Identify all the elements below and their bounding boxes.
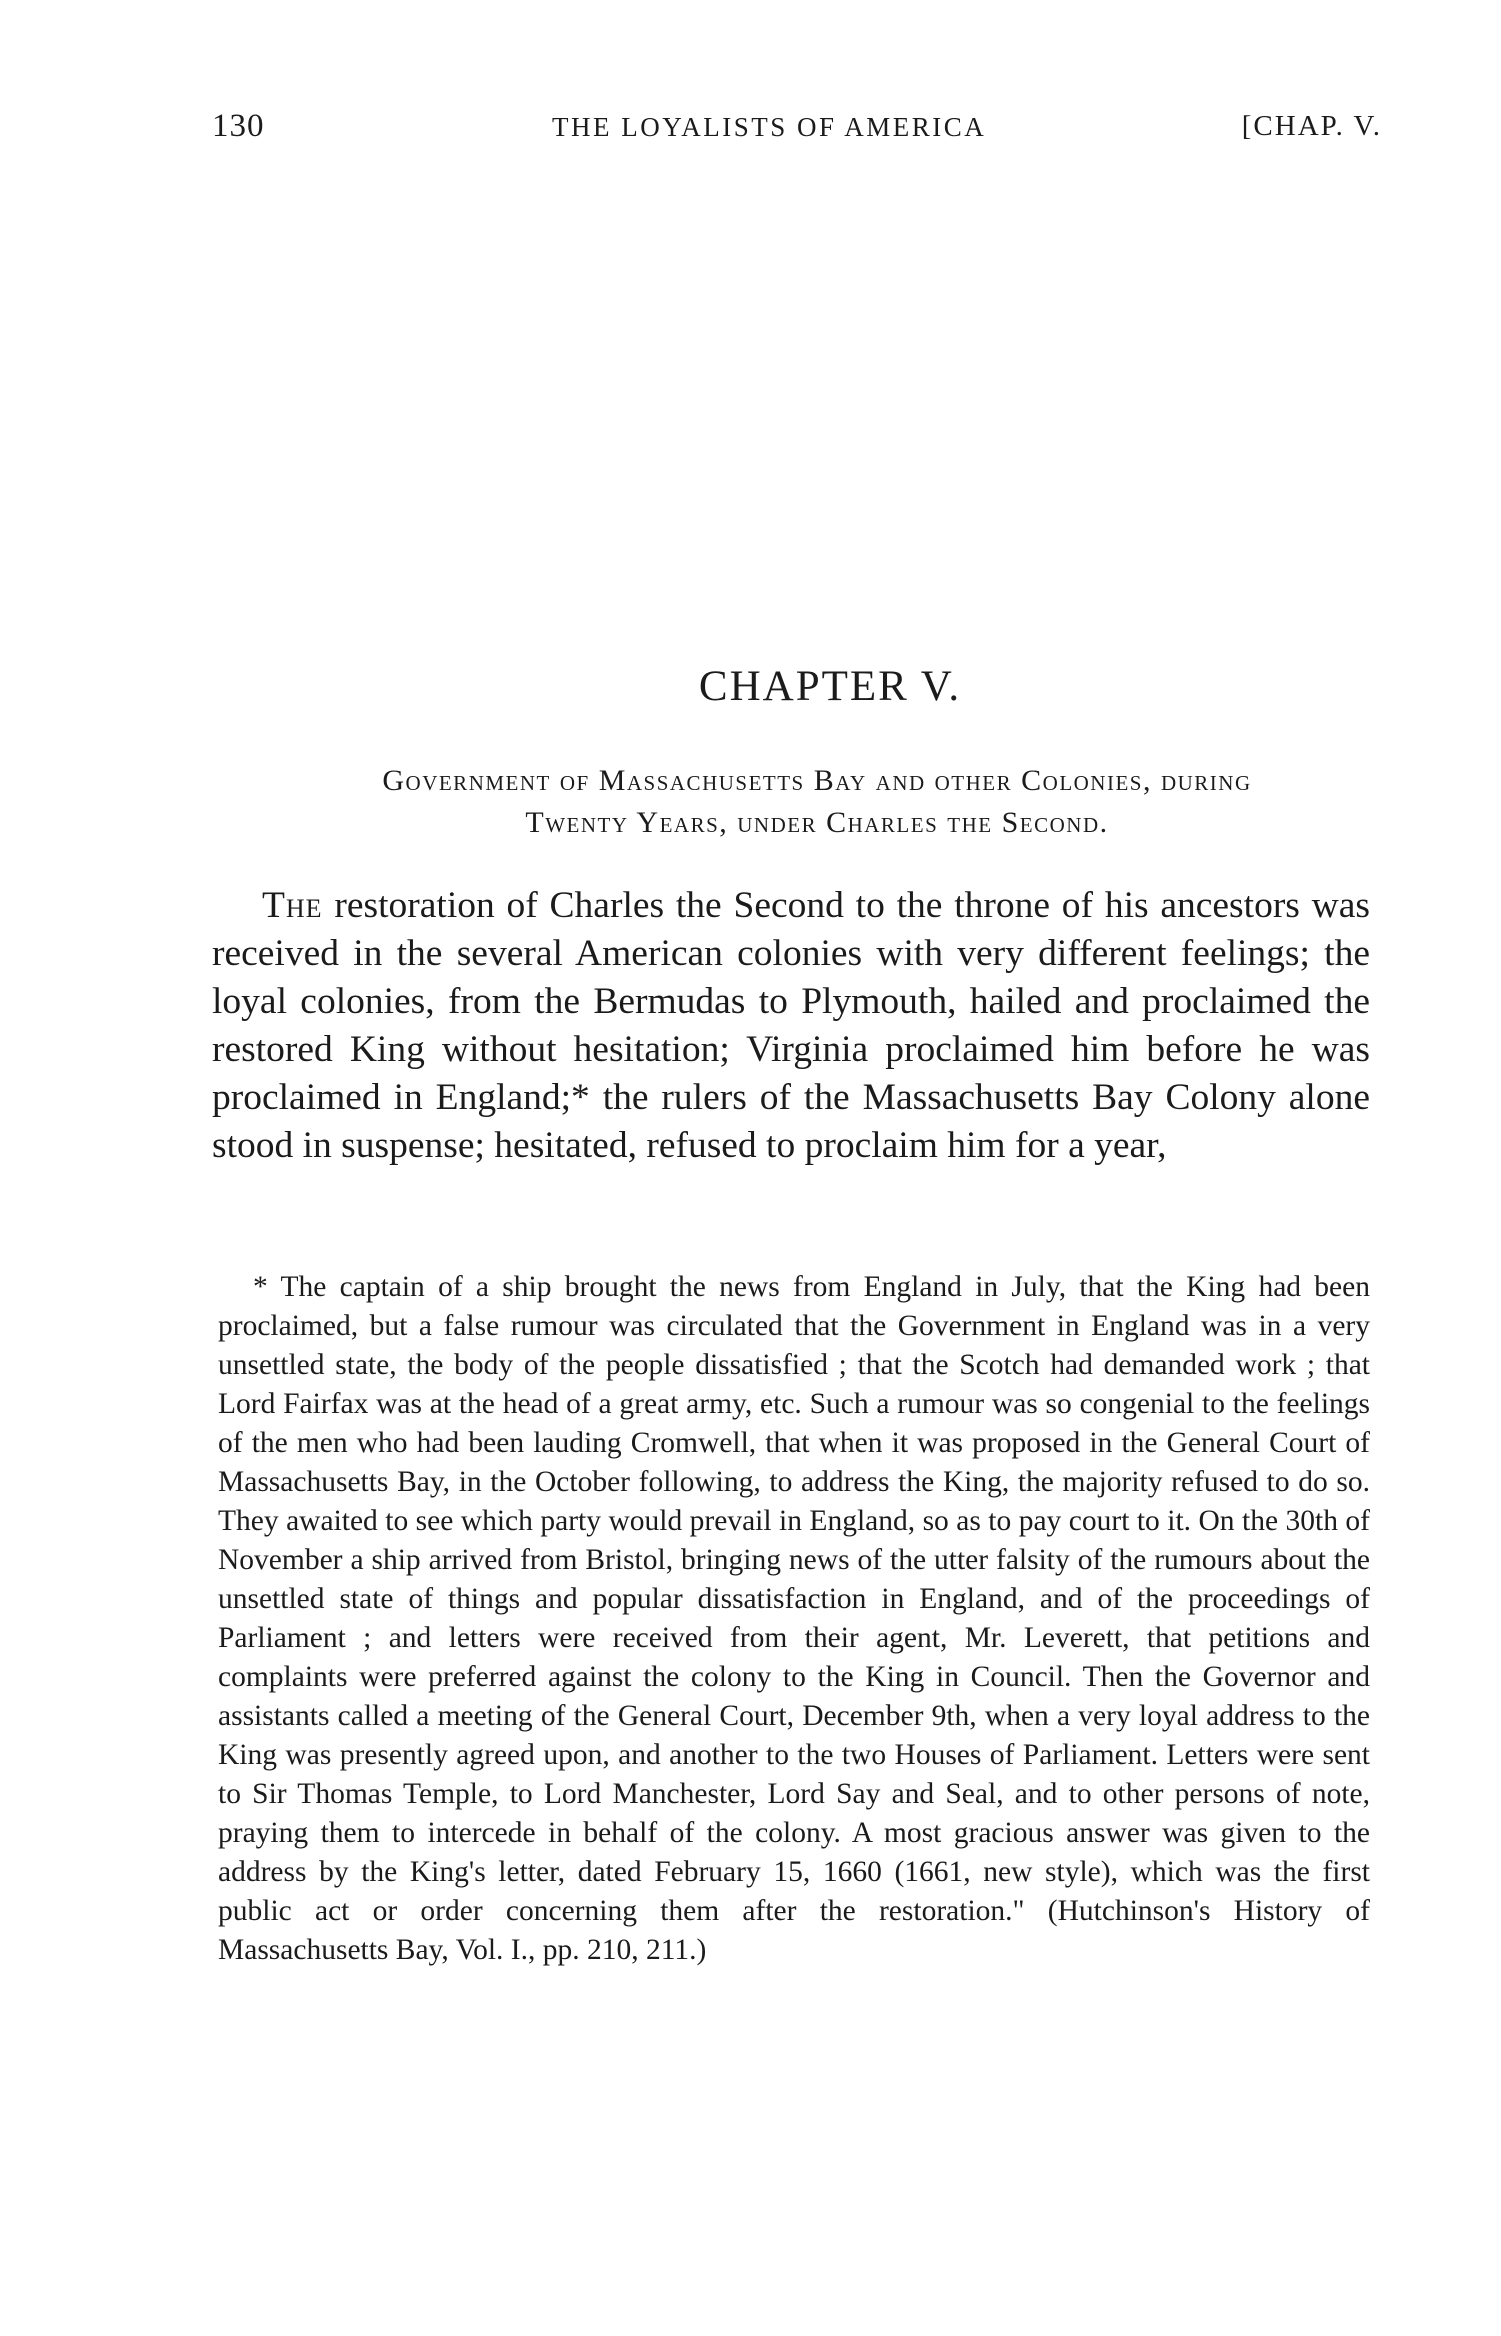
lead-word: The: [262, 885, 323, 926]
body-paragraph: [212, 882, 1370, 1170]
footnote: * The captain of a ship brought the news from England in July, that the King had been proclaimed, but a false rumour was circulated that the Government in England was in a very unsettled state, the body of the people dissatisfied ; that the Scotch had demanded work ; that Lord Fairfax was at the head of a great army, etc. Such a rumour was so congenial to the feelings of the men who had been lauding Cromwell, that when it was proposed in the General Court of Massachusetts Bay, in the October following, to address the King, the majority refused to do so. They awaited to see which party would prevail in England, so as to pay court to it. On the 30th of November a ship arrived from Bristol, bringing news of the utter falsity of the rumours about the unsettled state of things and popular dissatisfaction in England, and of the proceedings of Parliament ; and letters were received from their agent, Mr. Leverett, that petitions and complaints were preferred against the colony to the King in Council. Then the Governor and assistants called a meeting of the General Court, December 9th, when a very loyal address to the King was presently agreed upon, and another to the two Houses of Parliament. Letters were sent to Sir Thomas Temple, to Lord Manchester, Lord Say and Seal, and to other persons of note, praying them to intercede in behalf of the colony. A most gracious answer was given to the address by the King's letter, dated February 15, 1660 (1661, new style), which was the first public act or order concerning them after the restoration." (Hutchinson's History of Massachusetts Bay, Vol. I., pp. 210, 211.): [218, 1271, 1370, 1966]
body-text: restoration of Charles the Second to the throne of his ancestors was received in the several American colonies with very different feelings; the loyal colonies, from the Bermudas to Plymouth, hailed and proclaimed the restored King without hesitation; Virginia proclaimed him before he was proclaimed in England;* the rulers of the Massachusetts Bay Colony alone stood in suspense; hesitated, refused to proclaim him for a year,: [212, 885, 1370, 1166]
chapter-subtitle-line-2: Twenty Years, under Charles the Second.: [525, 806, 1109, 839]
book-title: THE LOYALISTS OF AMERICA: [552, 112, 987, 142]
chapter-reference: [CHAP. V.: [1241, 110, 1382, 142]
chapter-title: CHAPTER V.: [698, 663, 962, 710]
chapter-subtitle: [212, 760, 1382, 844]
chapter-subtitle-line-1: Government of Massachusetts Bay and other Colonies, during: [382, 764, 1252, 797]
running-head: [212, 108, 1382, 152]
page-number: 130: [212, 108, 265, 144]
